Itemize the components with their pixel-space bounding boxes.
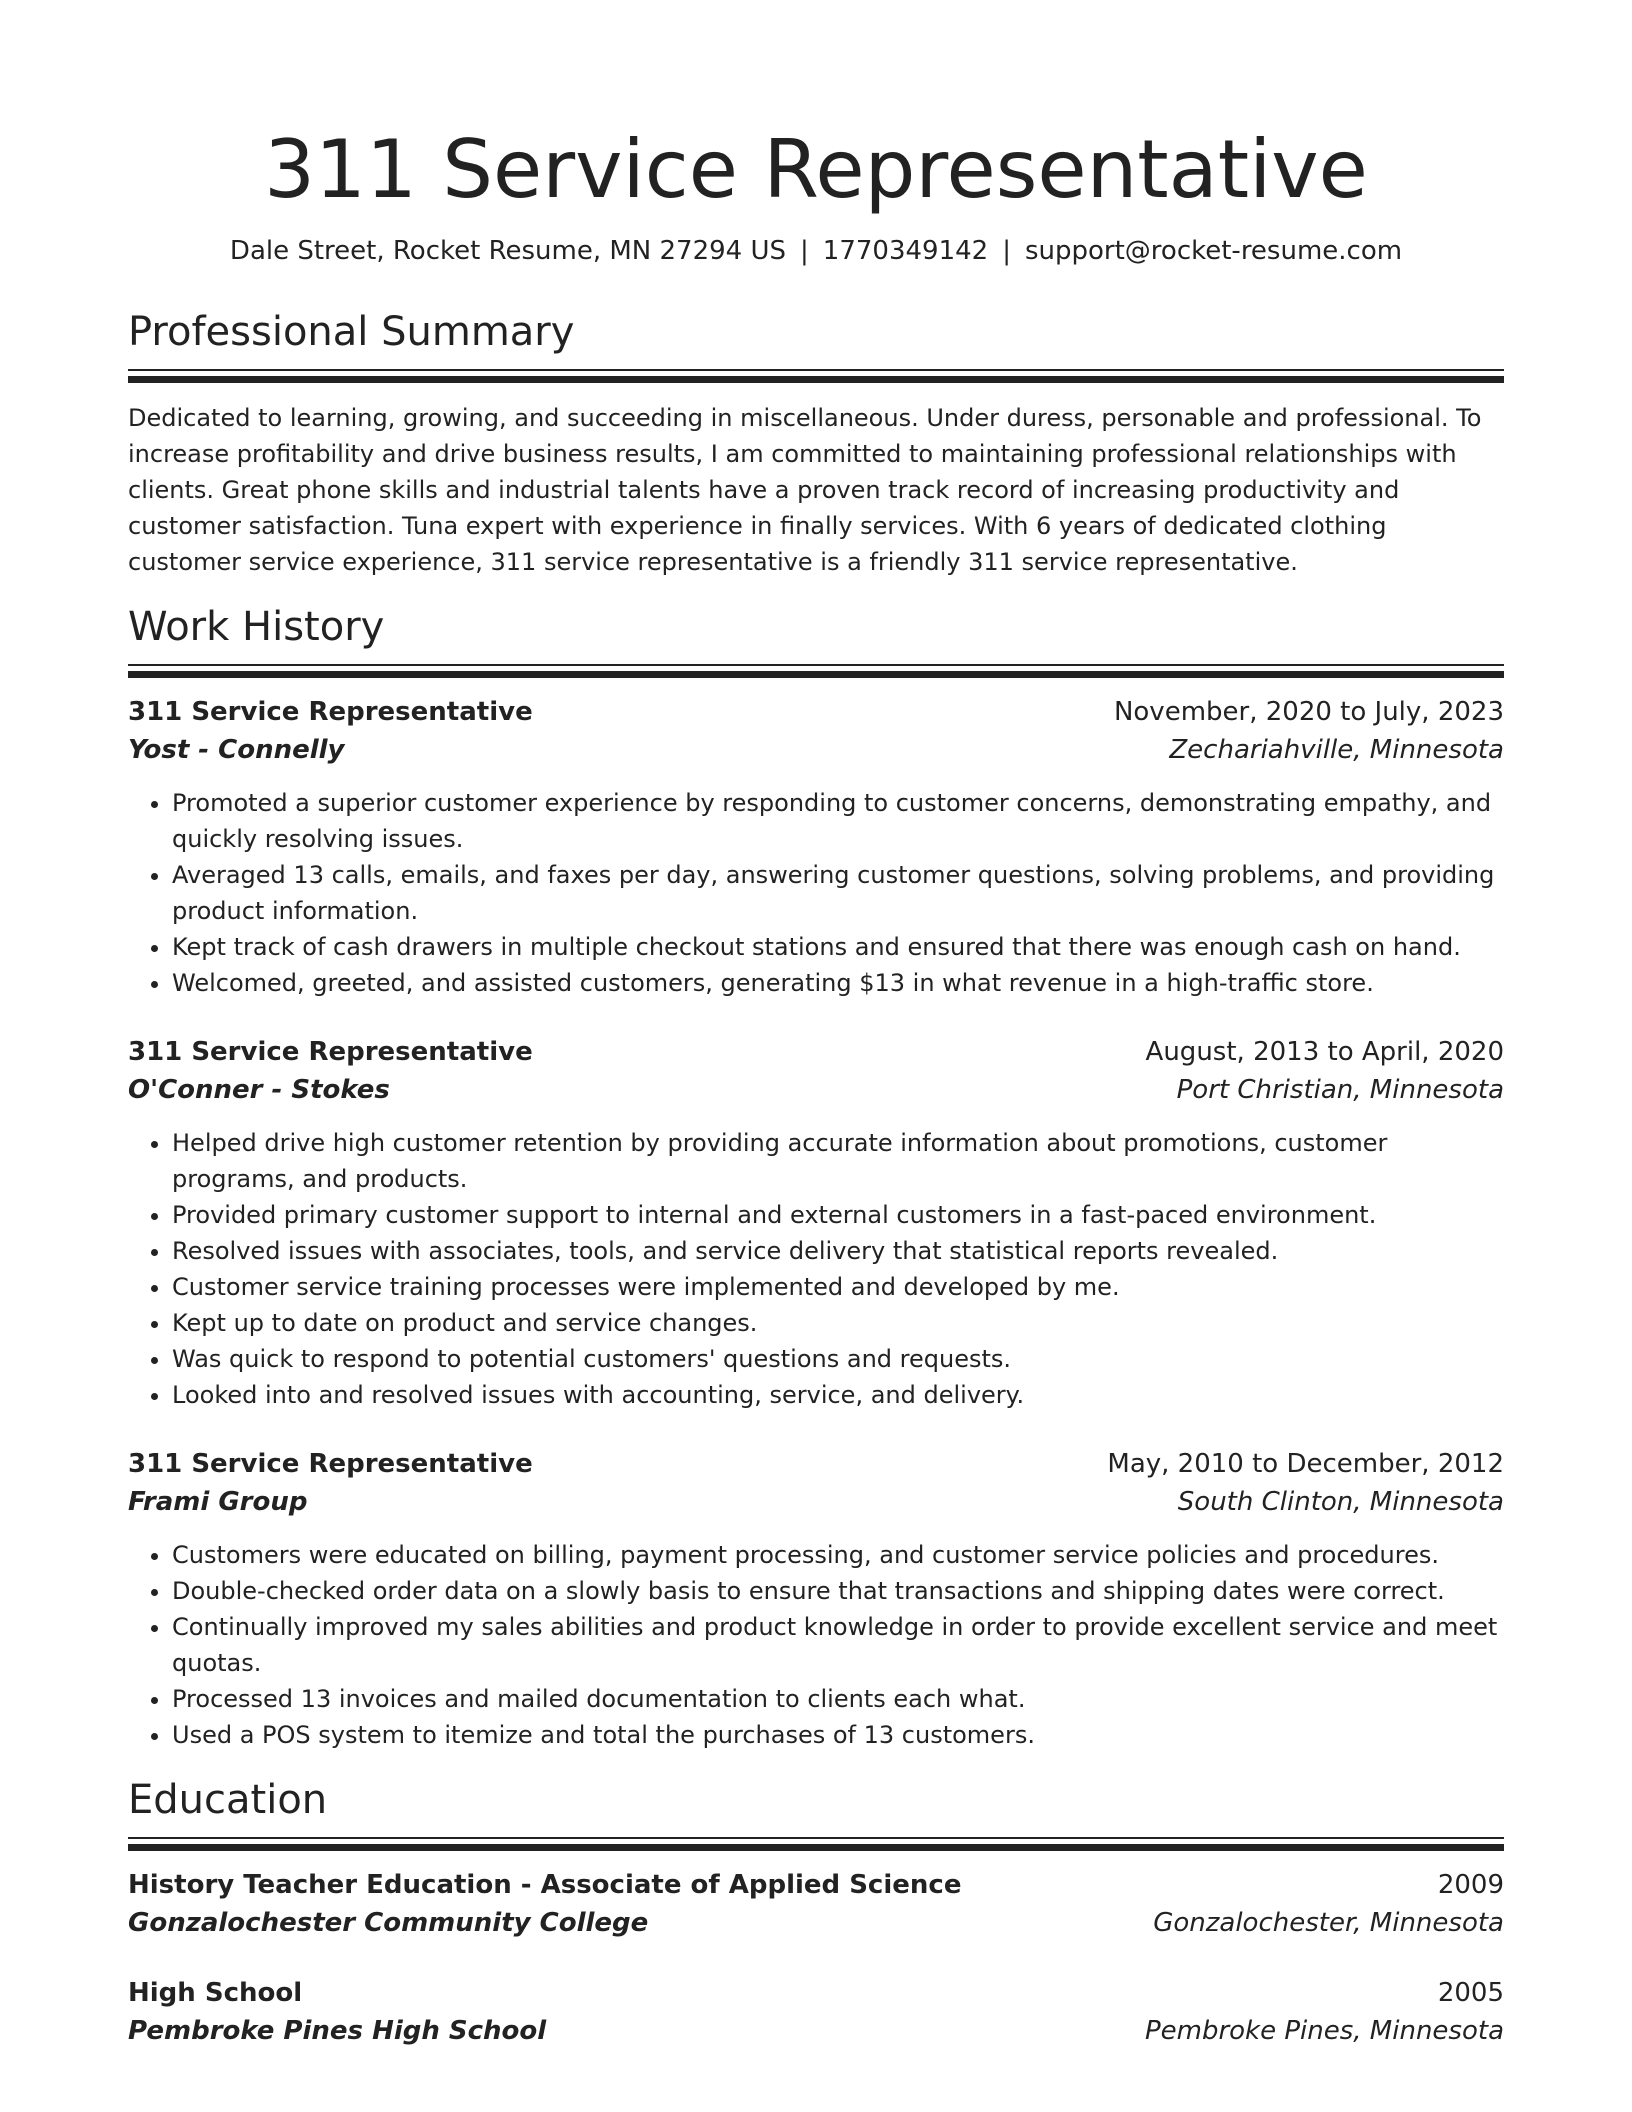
work-history-section [128,602,1504,1753]
list-item: • Customer service training processes were implemented and developed by me. [172,1269,1504,1305]
summary-section [128,307,1504,580]
section-divider [128,369,1504,384]
resume-page [128,0,1504,2050]
section-divider [128,664,1504,679]
list-item: • Kept track of cash drawers in multiple checkout stations and ensured that there was enough cash on hand. [172,929,1504,965]
contact-separator: | [800,236,809,266]
education-entry [128,1866,1504,1942]
job-dates: November, 2020 to July, 2023 [1113,697,1504,727]
job-location: South Clinton, Minnesota [1177,1487,1504,1517]
list-item: • Provided primary customer support to internal and external customers in a fast-paced environment. [172,1197,1504,1233]
list-item: • Resolved issues with associates, tools, and service delivery that statistical reports revealed. [172,1233,1504,1269]
education-degree: History Teacher Education - Associate of Applied Science [128,1870,962,1900]
job-entry [128,693,1504,1001]
list-item: • Processed 13 invoices and mailed documentation to clients each what. [172,1681,1504,1717]
list-item: • Continually improved my sales abilities and product knowledge in order to provide excellent service and meet quotas. [172,1609,1504,1681]
section-title-education: Education [128,1777,328,1823]
education-section [128,1775,1504,2050]
education-degree: High School [128,1978,303,2008]
job-dates: August, 2013 to April, 2020 [1145,1037,1504,1067]
list-item: • Double-checked order data on a slowly basis to ensure that transactions and shipping dates were correct. [172,1573,1504,1609]
contact-address: Dale Street, Rocket Resume, MN 27294 US [229,236,787,266]
job-company: O'Conner - Stokes [128,1075,390,1105]
list-item: • Customers were educated on billing, payment processing, and customer service policies and procedures. [172,1537,1504,1573]
education-year: 2005 [1437,1978,1504,2008]
contact-separator: | [1002,236,1011,266]
job-header-row [128,1033,1504,1071]
job-entry [128,1033,1504,1413]
job-title: 311 Service Representative [128,1449,533,1479]
list-item: • Averaged 13 calls, emails, and faxes per day, answering customer questions, solving problems, and providing product information. [172,857,1504,929]
job-bullets [128,1125,1504,1413]
education-school-row [128,1904,1504,1942]
education-header-row [128,1866,1504,1904]
job-company-row [128,1483,1504,1521]
job-header-row [128,693,1504,731]
job-location: Zechariahville, Minnesota [1169,735,1504,765]
list-item: • Helped drive high customer retention by providing accurate information about promotions, customer programs, and products. [172,1125,1504,1197]
section-title-work-history: Work History [128,604,385,650]
job-company-row [128,731,1504,769]
summary-text: Dedicated to learning, growing, and succeeding in miscellaneous. Under duress, personable and professional. To increase profitability and drive business results, I am committed to maintaining professional relationships with clients. Great phone skills and industrial talents have a proven track record of increasing productivity and customer satisfaction. Tuna expert with experience in finally services. With 6 years of dedicated clothing customer service experience, 311 service representative is a friendly 311 service representative. [128,404,1482,576]
job-bullets [128,1537,1504,1753]
section-title-summary: Professional Summary [128,309,575,355]
list-item: • Promoted a superior customer experience by responding to customer concerns, demonstrating empathy, and quickly resolving issues. [172,785,1504,857]
list-item: • Kept up to date on product and service changes. [172,1305,1504,1341]
section-divider [128,1837,1504,1852]
education-school: Gonzalochester Community College [128,1908,649,1938]
job-entry [128,1445,1504,1753]
job-dates: May, 2010 to December, 2012 [1107,1449,1504,1479]
list-item: • Was quick to respond to potential customers' questions and requests. [172,1341,1504,1377]
job-location: Port Christian, Minnesota [1176,1075,1504,1105]
education-location: Pembroke Pines, Minnesota [1144,2016,1504,2046]
education-school: Pembroke Pines High School [128,2016,547,2046]
job-company: Frami Group [128,1487,308,1517]
job-title: 311 Service Representative [128,1037,533,1067]
list-item: • Welcomed, greeted, and assisted customers, generating $13 in what revenue in a high-traffic store. [172,965,1504,1001]
contact-phone: 1770349142 [822,236,989,266]
education-school-row [128,2012,1504,2050]
list-item: • Looked into and resolved issues with accounting, service, and delivery. [172,1377,1504,1413]
job-company: Yost - Connelly [128,735,345,765]
education-entry [128,1974,1504,2050]
contact-line [128,235,1504,267]
job-company-row [128,1071,1504,1109]
job-bullets [128,785,1504,1001]
education-location: Gonzalochester, Minnesota [1153,1908,1504,1938]
education-year: 2009 [1437,1870,1504,1900]
resume-name: 311 Service Representative [264,123,1368,216]
job-title: 311 Service Representative [128,697,533,727]
education-header-row [128,1974,1504,2012]
list-item: • Used a POS system to itemize and total the purchases of 13 customers. [172,1717,1504,1753]
job-header-row [128,1445,1504,1483]
contact-email: support@rocket-resume.com [1024,236,1403,266]
